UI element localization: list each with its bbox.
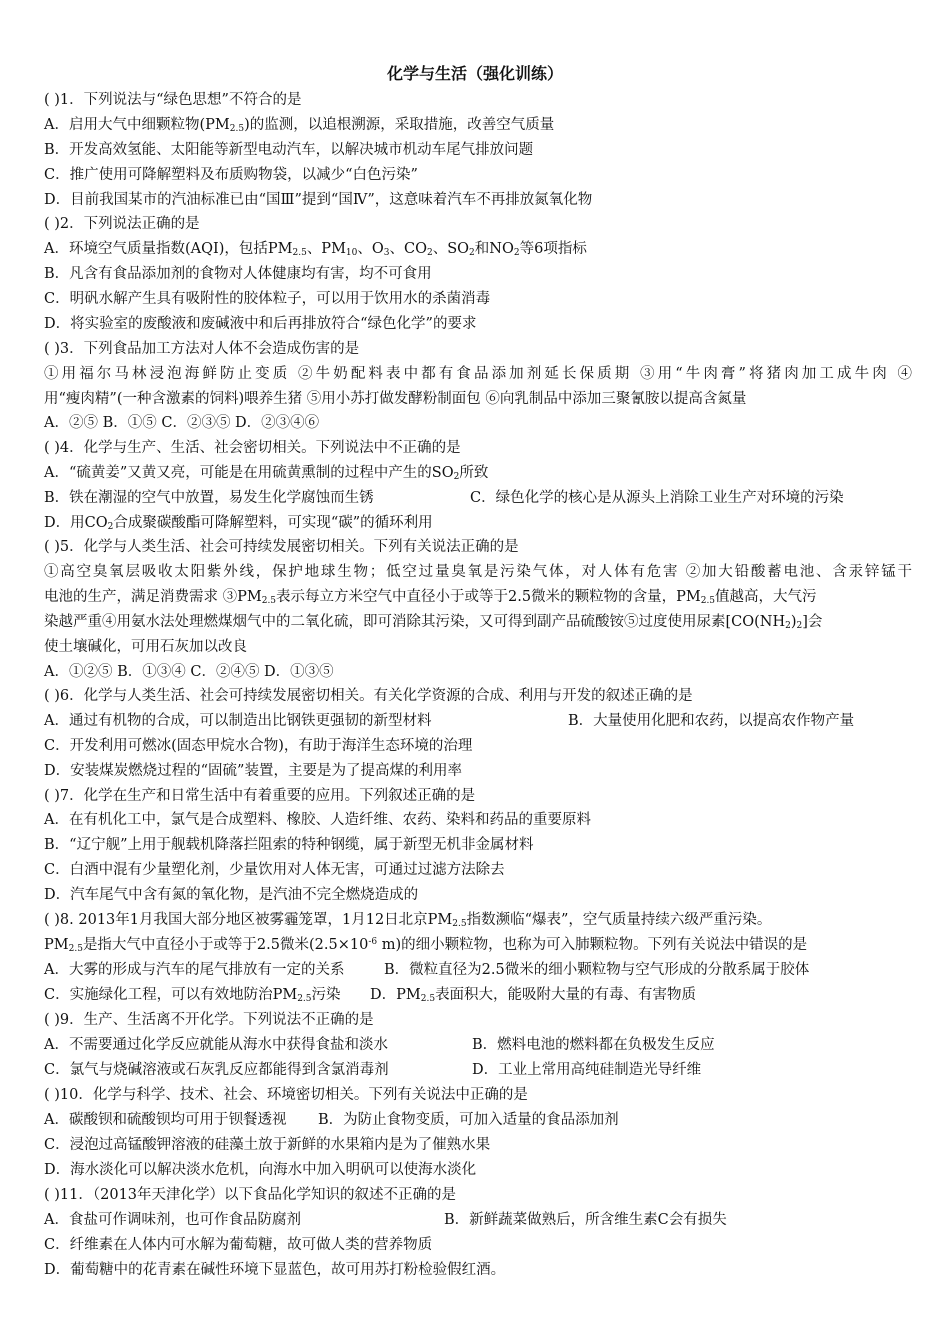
q7-stem: ( )7．化学在生产和日常生活中有着重要的应用。下列叙述正确的是 (44, 788, 476, 804)
q9-option-c: C．氯气与烧碱溶液或石灰乳反应都能得到含氯消毒剂 (44, 1062, 389, 1078)
q9-option-d: D．工业上常用高纯硅制造光导纤维 (472, 1062, 702, 1078)
q7-option-b: B．“辽宁舰”上用于舰载机降落拦阻索的特种钢缆，属于新型无机非金属材料 (44, 837, 534, 853)
q11-option-a: A．食盐可作调味剂，也可作食品防腐剂 (44, 1212, 301, 1228)
q4-stem: ( )4．化学与生产、生活、社会密切相关。下列说法中不正确的是 (44, 440, 461, 456)
q5-items-line4: 使土壤碱化，可用石灰加以改良 (44, 639, 247, 655)
q4-option-c: C．绿色化学的核心是从源头上消除工业生产对环境的污染 (470, 490, 844, 506)
q1-option-a: A．启用大气中细颗粒物$(PM_{2.5})$的监测，以追根溯源，采取措施，改善空气质量 (44, 117, 555, 134)
q10-stem: ( )10．化学与科学、技术、社会、环境密切相关。下列有关说法中正确的是 (44, 1087, 528, 1103)
q8-stem-line2: $PM_{2.5}$是指大气中直径小于或等于2.5微米($2.5\times 10^{-6}$ m)的细小颗粒物，也称为可入肺颗粒物。下列有关说法中错误的是 (44, 937, 808, 954)
q5-stem: ( )5．化学与人类生活、社会可持续发展密切相关。下列有关说法正确的是 (44, 539, 519, 555)
q5-options: A．①②⑤ B．①③④ C．②④⑤ D．①③⑤ (44, 664, 334, 680)
q10-option-b: B．为防止食物变质，可加入适量的食品添加剂 (318, 1112, 619, 1128)
q3-items-line1: ①用福尔马林浸泡海鲜防止变质 ②牛奶配料表中都有食品添加剂延长保质期 ③用“牛肉膏”将猪肉加工成牛肉 ④ (44, 366, 912, 382)
q5-items-line3: 染越严重④用氨水法处理燃煤烟气中的二氧化硫，即可消除其污染，又可得到副产品硫酸铵⑤过度使用尿素$[CO(NH_2)_2]$会 (44, 614, 823, 631)
q2-option-a: A．环境空气质量指数(AQI)，包括$PM_{2.5}$、$PM_{10}$、$O_3$、$CO_2$、$SO_2$和$NO_2$等6项指标 (44, 241, 587, 258)
q8-option-d: D．$PM_{2.5}$表面积大，能吸附大量的有毒、有害物质 (370, 987, 697, 1004)
q1-stem: ( )1．下列说法与“绿色思想”不符合的是 (44, 92, 302, 108)
q6-stem: ( )6．化学与人类生活、社会可持续发展密切相关。有关化学资源的合成、利用与开发的叙述正确的是 (44, 688, 693, 704)
q4-option-d: D．用$CO_2$合成聚碳酸酯可降解塑料，可实现“碳”的循环利用 (44, 515, 433, 532)
q11-stem: ( )11．（2013年天津化学）以下食品化学知识的叙述不正确的是 (44, 1187, 457, 1203)
q1-option-d: D．目前我国某市的汽油标准已由“国Ⅲ”提到“国Ⅳ”，这意味着汽车不再排放氮氧化物 (44, 192, 593, 208)
q8-option-b: B．微粒直径为2.5微米的细小颗粒物与空气形成的分散系属于胶体 (384, 962, 810, 978)
q10-option-a: A．碳酸钡和硫酸钡均可用于钡餐透视 (44, 1112, 287, 1128)
q7-option-a: A．在有机化工中，氯气是合成塑料、橡胶、人造纤维、农药、染料和药品的重要原料 (44, 812, 591, 828)
q3-stem: ( )3．下列食品加工方法对人体不会造成伤害的是 (44, 341, 360, 357)
q4-option-b: B．铁在潮湿的空气中放置，易发生化学腐蚀而生锈 (44, 490, 374, 506)
q1-option-c: C．推广使用可降解塑料及布质购物袋，以减少“白色污染” (44, 167, 418, 183)
q2-option-c: C．明矾水解产生具有吸附性的胶体粒子，可以用于饮用水的杀菌消毒 (44, 291, 491, 307)
q5-items-line1: ①高空臭氧层吸收太阳紫外线，保护地球生物；低空过量臭氧是污染气体，对人体有危害 ②加大铅酸蓄电池、含汞锌锰干 (44, 564, 912, 580)
q11-option-d: D．葡萄糖中的花青素在碱性环境下显蓝色，故可用苏打粉检验假红酒。 (44, 1262, 506, 1278)
q3-options: A．②⑤ B．①⑤ C．②③⑤ D．②③④⑥ (44, 415, 320, 431)
q10-option-c: C．浸泡过高锰酸钾溶液的硅藻土放于新鲜的水果箱内是为了催熟水果 (44, 1137, 491, 1153)
q9-option-a: A．不需要通过化学反应就能从海水中获得食盐和淡水 (44, 1037, 388, 1053)
q9-stem: ( )9．生产、生活离不开化学。下列说法不正确的是 (44, 1012, 374, 1028)
q8-stem-line1: ( )8. 2013年1月我国大部分地区被雾霾笼罩，1月12日北京$PM_{2.5}$指数濒临“爆表”，空气质量持续六级严重污染。 (44, 912, 772, 929)
q2-stem: ( )2．下列说法正确的是 (44, 216, 200, 232)
q6-option-c: C．开发利用可燃冰(固态甲烷水合物)，有助于海洋生态环境的治理 (44, 738, 473, 754)
q8-option-a: A．大雾的形成与汽车的尾气排放有一定的关系 (44, 962, 345, 978)
q6-option-a: A．通过有机物的合成，可以制造出比钢铁更强韧的新型材料 (44, 713, 432, 729)
page-title: 化学与生活（强化训练） (386, 64, 563, 83)
q6-option-b: B．大量使用化肥和农药，以提高农作物产量 (568, 713, 855, 729)
q4-option-a: A．“硫黄姜”又黄又亮，可能是在用硫黄熏制的过程中产生的$SO_2$所致 (44, 465, 489, 482)
q7-option-d: D．汽车尾气中含有氮的氧化物，是汽油不完全燃烧造成的 (44, 887, 419, 903)
q2-option-d: D．将实验室的废酸液和废碱液中和后再排放符合“绿色化学”的要求 (44, 316, 477, 332)
q5-items-line2: 电池的生产，满足消费需求 $③PM_{2.5}$表示每立方米空气中直径小于或等于2.5微米的颗粒物的含量，$PM_{2.5}$值越高，大气污 (44, 589, 817, 606)
q8-option-c: C．实施绿化工程，可以有效地防治$PM_{2.5}$污染 (44, 987, 341, 1004)
q9-option-b: B．燃料电池的燃料都在负极发生反应 (472, 1037, 715, 1053)
q11-option-c: C．纤维素在人体内可水解为葡萄糖，故可做人类的营养物质 (44, 1237, 433, 1253)
q1-option-b: B．开发高效氢能、太阳能等新型电动汽车，以解决城市机动车尾气排放问题 (44, 142, 534, 158)
q11-option-b: B．新鲜蔬菜做熟后，所含维生素C会有损失 (444, 1212, 727, 1228)
q7-option-c: C．白酒中混有少量塑化剂，少量饮用对人体无害，可通过过滤方法除去 (44, 862, 505, 878)
q6-option-d: D．安装煤炭燃烧过程的“固硫”装置，主要是为了提高煤的利用率 (44, 763, 462, 779)
q10-option-d: D．海水淡化可以解决淡水危机，向海水中加入明矾可以使海水淡化 (44, 1162, 477, 1178)
q3-items-line2: 用“瘦肉精”(一种含激素的饲料)喂养生猪 ⑤用小苏打做发酵粉制面包 ⑥向乳制品中添加三聚氰胺以提高含氮量 (44, 391, 747, 407)
q2-option-b: B．凡含有食品添加剂的食物对人体健康均有害，均不可食用 (44, 266, 432, 282)
